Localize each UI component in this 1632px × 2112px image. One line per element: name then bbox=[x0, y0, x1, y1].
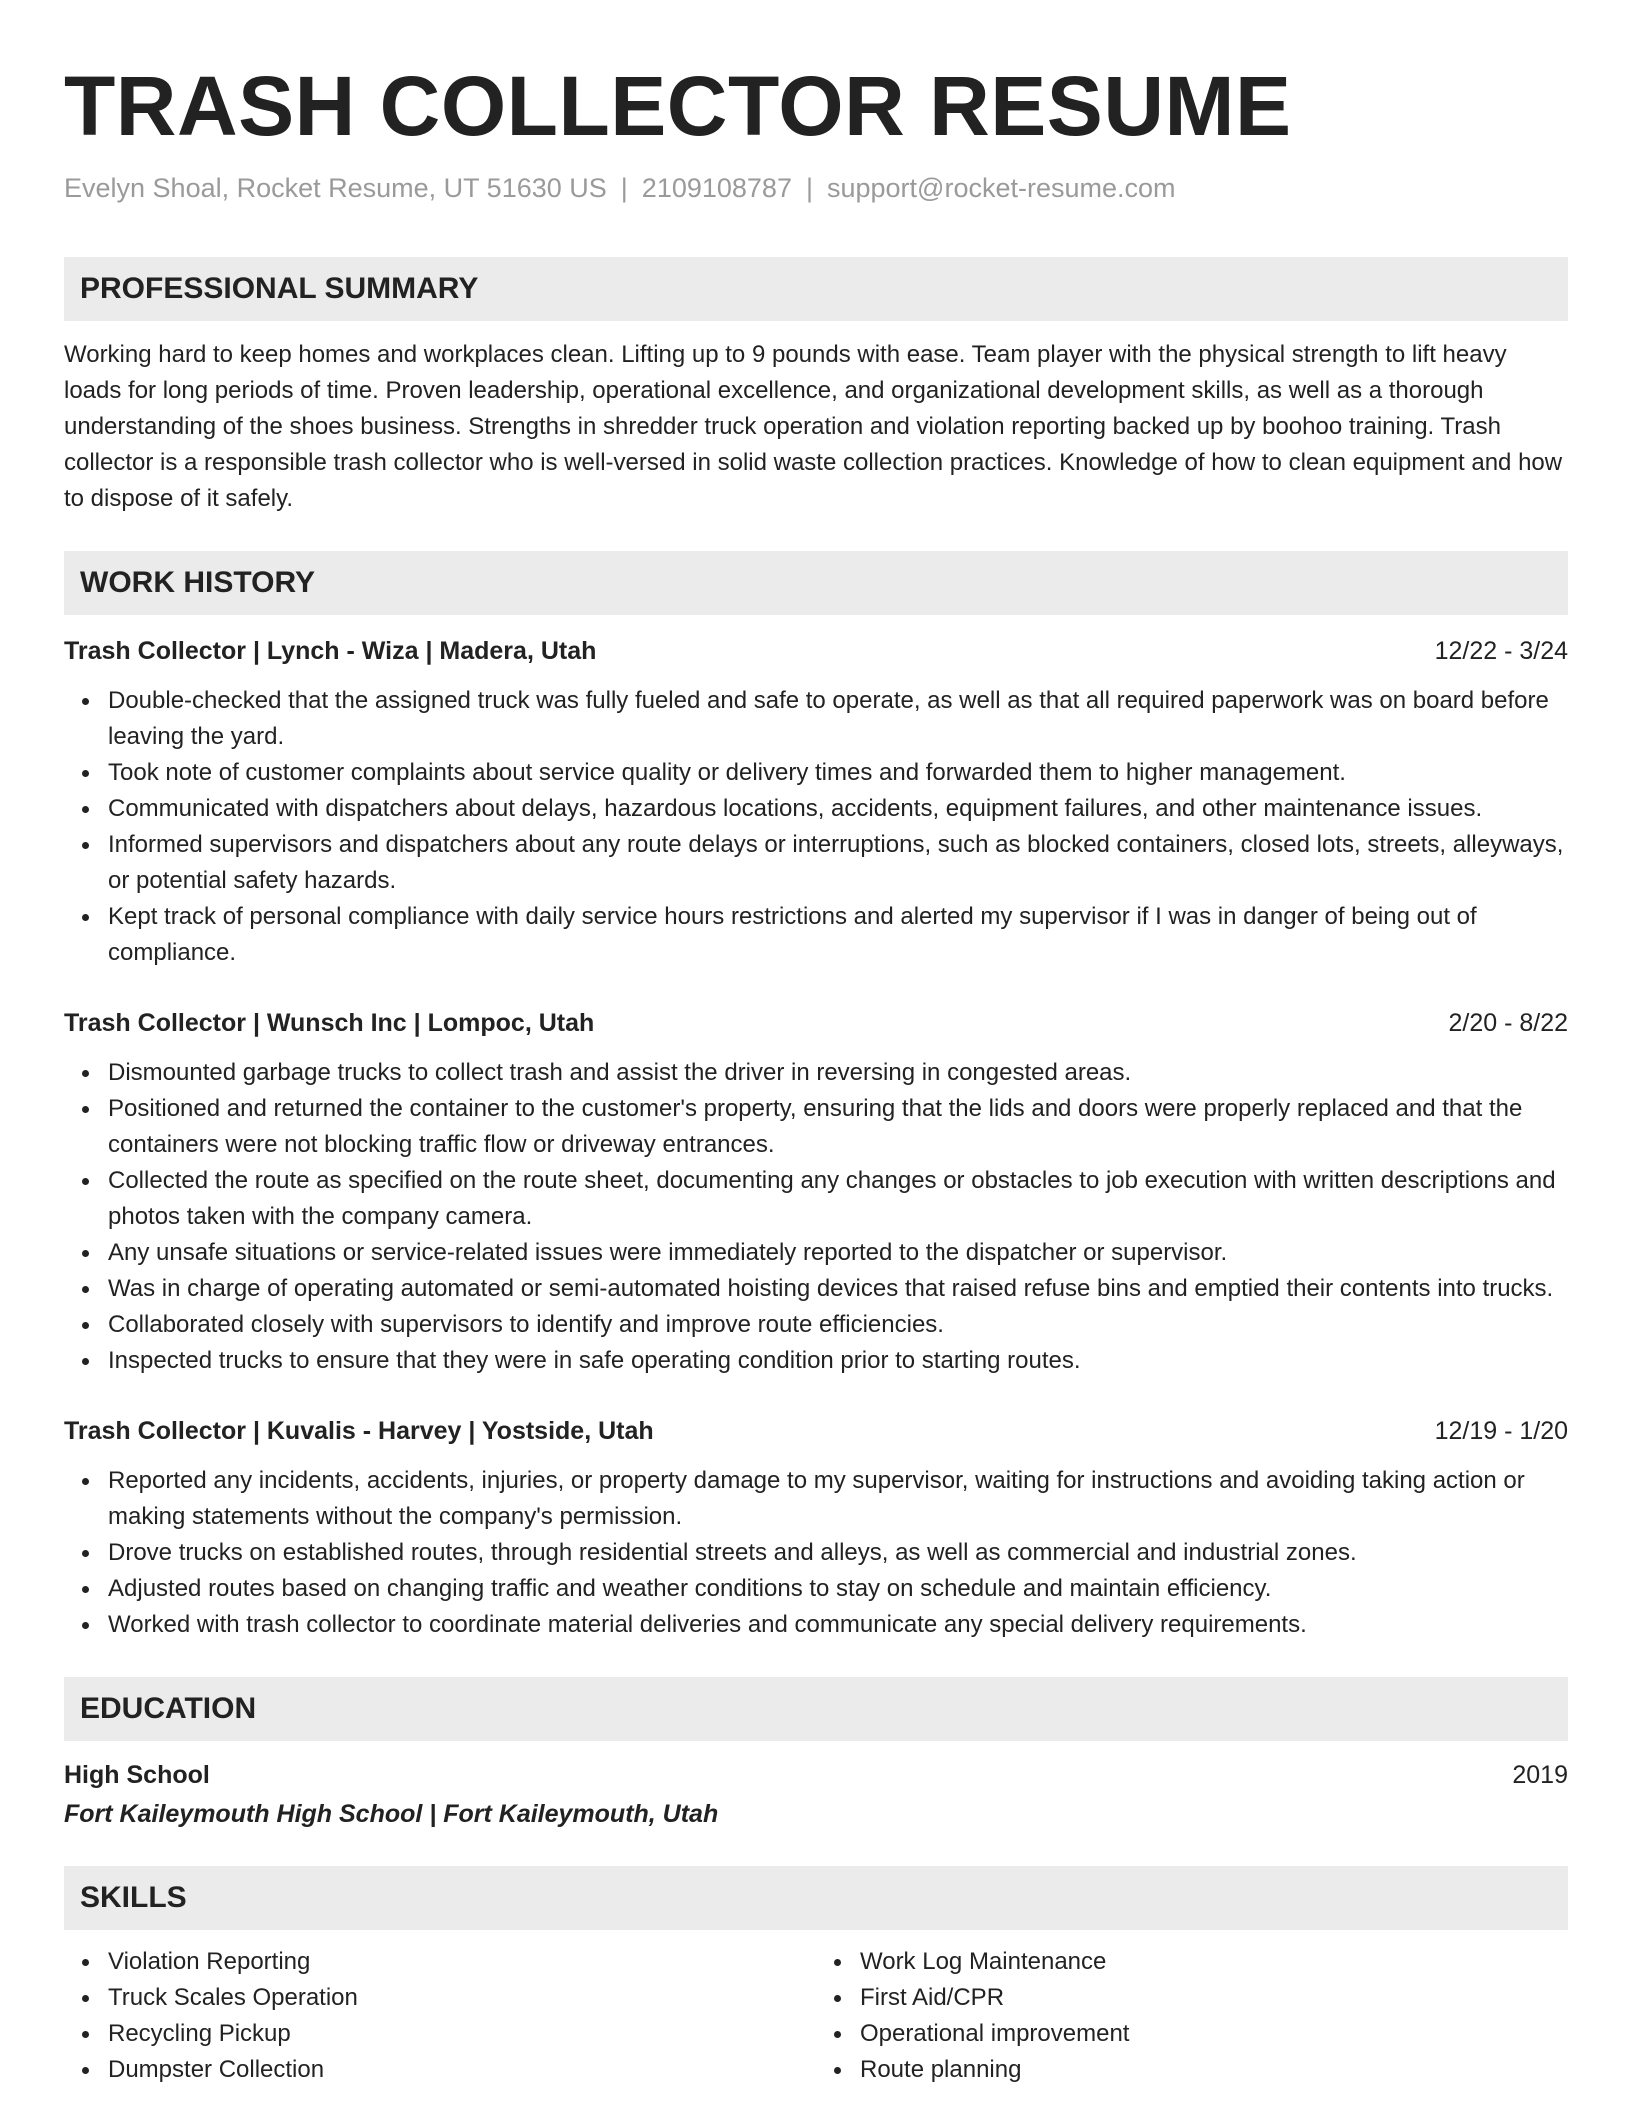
list-item: Any unsafe situations or service-related issues were immediately reported to the dispatcher or supervisor. bbox=[108, 1235, 1568, 1271]
skills-heading: SKILLS bbox=[64, 1866, 1568, 1930]
list-item: Adjusted routes based on changing traffic and weather conditions to stay on schedule and maintain efficiency. bbox=[108, 1571, 1568, 1607]
job-title: Trash Collector | Kuvalis - Harvey | Yostside, Utah bbox=[64, 1417, 654, 1445]
education-degree: High School bbox=[64, 1761, 210, 1789]
contact-separator: | bbox=[620, 173, 628, 203]
skill-item: Truck Scales Operation bbox=[108, 1980, 816, 2016]
list-item: Communicated with dispatchers about delays, hazardous locations, accidents, equipment failures, and other maintenance issues. bbox=[108, 791, 1568, 827]
list-item: Reported any incidents, accidents, injuries, or property damage to my supervisor, waiting for instructions and avoiding taking action or making statements without the company's permission. bbox=[108, 1463, 1568, 1535]
list-item: Took note of customer complaints about service quality or delivery times and forwarded them to higher management. bbox=[108, 755, 1568, 791]
summary-heading: PROFESSIONAL SUMMARY bbox=[64, 257, 1568, 321]
job-header bbox=[64, 1005, 1568, 1041]
skills-list-right bbox=[816, 1944, 1568, 2088]
skill-item: Recycling Pickup bbox=[108, 2016, 816, 2052]
skill-item: Operational improvement bbox=[860, 2016, 1568, 2052]
job-dates: 2/20 - 8/22 bbox=[1448, 1009, 1568, 1037]
job-bullets bbox=[64, 683, 1568, 971]
list-item: Kept track of personal compliance with daily service hours restrictions and alerted my supervisor if I was in danger of being out of compliance. bbox=[108, 899, 1568, 971]
resume-title: TRASH COLLECTOR RESUME bbox=[64, 59, 1292, 153]
work-history-heading: WORK HISTORY bbox=[64, 551, 1568, 615]
education-heading: EDUCATION bbox=[64, 1677, 1568, 1741]
education-header bbox=[64, 1757, 1568, 1793]
contact-phone: 2109108787 bbox=[641, 173, 792, 203]
skills-columns bbox=[64, 1930, 1568, 2088]
list-item: Informed supervisors and dispatchers about any route delays or interruptions, such as blocked containers, closed lots, streets, alleyways, or potential safety hazards. bbox=[108, 827, 1568, 899]
job-entry bbox=[64, 1005, 1568, 1379]
list-item: Collected the route as specified on the route sheet, documenting any changes or obstacles to job execution with written descriptions and photos taken with the company camera. bbox=[108, 1163, 1568, 1235]
job-bullets bbox=[64, 1055, 1568, 1379]
list-item: Positioned and returned the container to the customer's property, ensuring that the lids and doors were properly replaced and that the containers were not blocking traffic flow or driveway entrances. bbox=[108, 1091, 1568, 1163]
skill-item: Dumpster Collection bbox=[108, 2052, 816, 2088]
education-school: Fort Kaileymouth High School | Fort Kaileymouth, Utah bbox=[64, 1800, 719, 1828]
skill-item: Route planning bbox=[860, 2052, 1568, 2088]
list-item: Dismounted garbage trucks to collect trash and assist the driver in reversing in congested areas. bbox=[108, 1055, 1568, 1091]
job-title: Trash Collector | Lynch - Wiza | Madera, Utah bbox=[64, 637, 597, 665]
list-item: Was in charge of operating automated or semi-automated hoisting devices that raised refuse bins and emptied their contents into trucks. bbox=[108, 1271, 1568, 1307]
job-header bbox=[64, 1413, 1568, 1449]
contact-address: Evelyn Shoal, Rocket Resume, UT 51630 US bbox=[64, 173, 607, 203]
list-item: Double-checked that the assigned truck was fully fueled and safe to operate, as well as that all required paperwork was on board before leaving the yard. bbox=[108, 683, 1568, 755]
skill-item: First Aid/CPR bbox=[860, 1980, 1568, 2016]
list-item: Worked with trash collector to coordinate material deliveries and communicate any special delivery requirements. bbox=[108, 1607, 1568, 1643]
contact-email[interactable]: support@rocket-resume.com bbox=[826, 173, 1176, 203]
job-entry bbox=[64, 633, 1568, 971]
skills-list-left bbox=[64, 1944, 816, 2088]
resume-page bbox=[64, 0, 1568, 2088]
job-bullets bbox=[64, 1463, 1568, 1643]
list-item: Inspected trucks to ensure that they were in safe operating condition prior to starting routes. bbox=[108, 1343, 1568, 1379]
skill-item: Work Log Maintenance bbox=[860, 1944, 1568, 1980]
job-dates: 12/19 - 1/20 bbox=[1434, 1417, 1568, 1445]
skill-item: Violation Reporting bbox=[108, 1944, 816, 1980]
summary-text: Working hard to keep homes and workplaces clean. Lifting up to 9 pounds with ease. Team player with the physical strength to lift heavy loads for long periods of time. Proven leadership, operational excellence, and organizational development skills, as well as a thorough understanding of the shoes business. Strengths in shredder truck operation and violation reporting backed up by boohoo training. Trash collector is a responsible trash collector who is well-versed in solid waste collection practices. Knowledge of how to clean equipment and how to dispose of it safely. bbox=[64, 341, 1563, 512]
education-entry bbox=[64, 1757, 1568, 1832]
list-item: Drove trucks on established routes, through residential streets and alleys, as well as commercial and industrial zones. bbox=[108, 1535, 1568, 1571]
education-year: 2019 bbox=[1512, 1761, 1568, 1789]
contact-separator: | bbox=[805, 173, 813, 203]
list-item: Collaborated closely with supervisors to identify and improve route efficiencies. bbox=[108, 1307, 1568, 1343]
job-header bbox=[64, 633, 1568, 669]
job-title: Trash Collector | Wunsch Inc | Lompoc, Utah bbox=[64, 1009, 595, 1037]
job-dates: 12/22 - 3/24 bbox=[1434, 637, 1568, 665]
job-entry bbox=[64, 1413, 1568, 1643]
contact-line bbox=[64, 170, 1568, 206]
